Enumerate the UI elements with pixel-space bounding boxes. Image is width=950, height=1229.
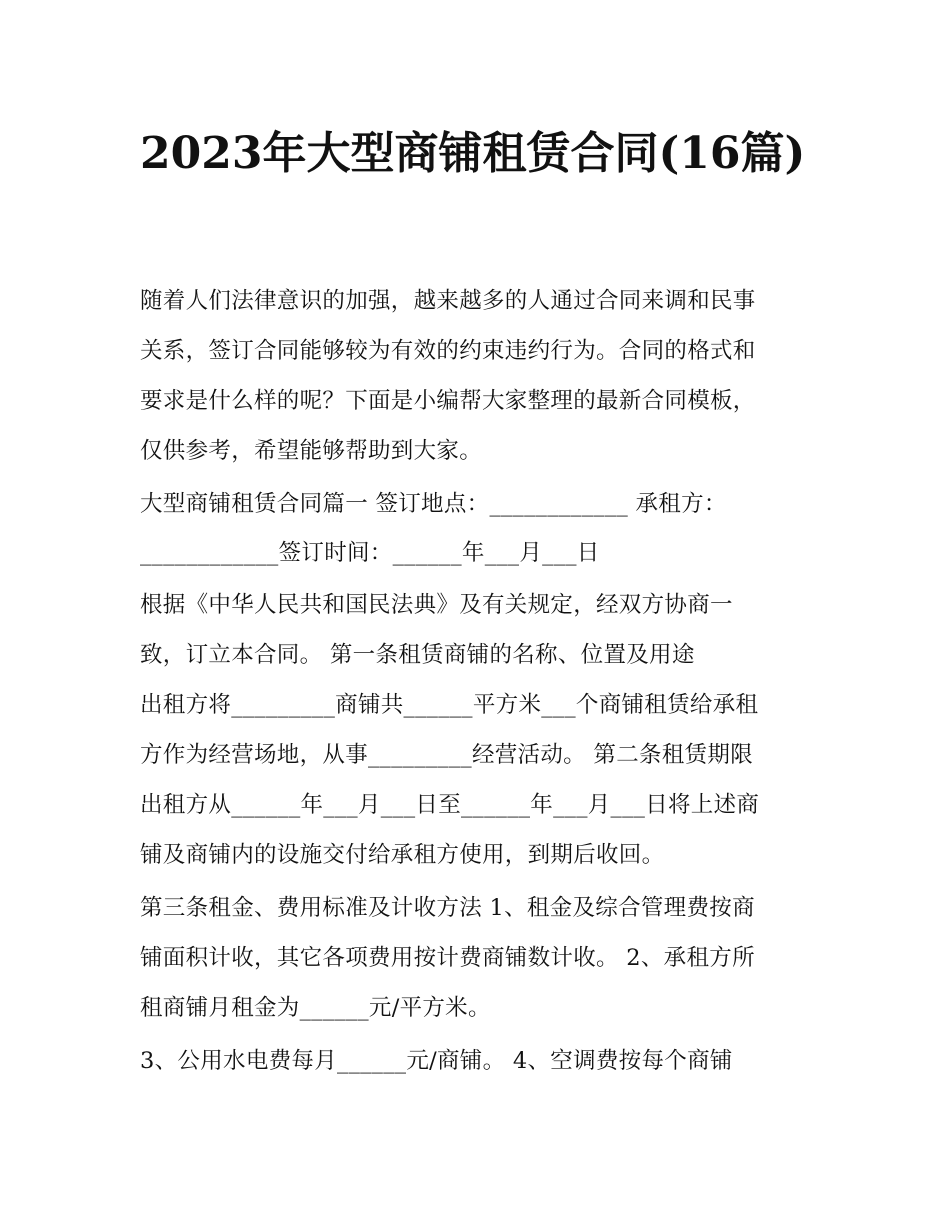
body-line-15: 租商铺月租金为______元/平方米。 <box>140 995 491 1021</box>
body-line-13: 第三条租金、费用标准及计收方法 1、租金及综合管理费按商 <box>140 895 755 921</box>
body-line-12: 铺及商铺内的设施交付给承租方使用，到期后收回。 <box>140 842 665 868</box>
body-line-3: 要求是什么样的呢？下面是小编帮大家整理的最新合同模板， <box>140 388 756 414</box>
document-title: 2023年大型商铺租赁合同(16篇) <box>140 128 806 179</box>
body-line-8: 致，订立本合同。 第一条租赁商铺的名称、位置及用途 <box>140 642 695 668</box>
body-line-4: 仅供参考，希望能够帮助到大家。 <box>140 438 483 464</box>
body-line-14: 铺面积计收，其它各项费用按计费商铺数计收。 2、承租方所 <box>140 945 755 971</box>
body-line-11: 出租方从______年___月___日至______年___月___日将上述商 <box>140 792 760 818</box>
body-line-10: 方作为经营场地，从事_________经营活动。 第二条租赁期限 <box>140 742 754 768</box>
body-line-2: 关系，签订合同能够较为有效的约束违约行为。合同的格式和 <box>140 338 756 364</box>
body-line-16: 3、公用水电费每月______元/商铺。 4、空调费按每个商铺 <box>140 1048 733 1074</box>
body-line-9: 出租方将_________商铺共______平方米___个商铺租赁给承租 <box>140 692 759 718</box>
body-line-5: 大型商铺租赁合同篇一 签订地点：____________ 承租方： <box>140 491 727 517</box>
body-line-6: ____________签订时间：______年___月___日 <box>140 540 600 566</box>
body-line-7: 根据《中华人民共和国民法典》及有关规定，经双方协商一 <box>140 592 733 618</box>
body-line-1: 随着人们法律意识的加强，越来越多的人通过合同来调和民事 <box>140 288 756 314</box>
